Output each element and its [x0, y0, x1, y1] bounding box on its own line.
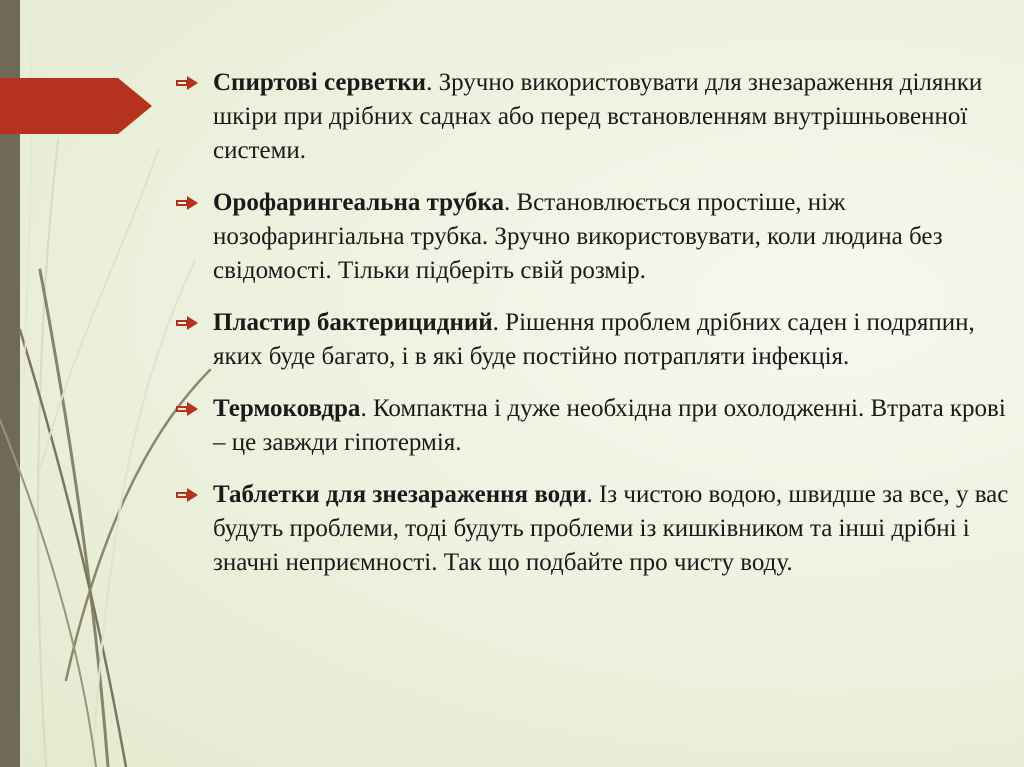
arrow-bullet-icon — [176, 488, 198, 502]
list-item — [176, 392, 1016, 460]
item-term: Пластир бактерицидний — [213, 309, 493, 336]
item-term: Термоковдра — [213, 395, 361, 422]
list-item — [176, 186, 1016, 288]
list-item — [176, 66, 1016, 168]
arrow-bullet-icon — [176, 76, 198, 90]
item-term: Таблетки для знезараження води — [213, 481, 587, 508]
item-term: Спиртові серветки — [213, 69, 427, 96]
list-item-text — [213, 66, 1016, 168]
item-description: . Встановлюється простіше, ніж нозофарингіальна трубка. Зручно використовувати, коли людина без свідомості. Тільки підберіть свій розмір. — [213, 189, 943, 284]
list-item-text — [213, 478, 1016, 580]
arrow-bullet-icon — [176, 402, 198, 416]
title-accent-shape — [0, 78, 152, 134]
item-description: . Рішення проблем дрібних саден і подряпин, яких буде багато, і в які буде постійно потрапляти інфекція. — [213, 309, 975, 370]
list-item — [176, 478, 1016, 580]
list-item-text — [213, 392, 1016, 460]
list-item-text — [213, 306, 1016, 374]
list-item — [176, 306, 1016, 374]
item-description: . Компактна і дуже необхідна при охолодженні. Втрата крові – це завжди гіпотермія. — [213, 395, 1006, 456]
item-description: . Із чистою водою, швидше за все, у вас будуть проблеми, тоді будуть проблеми із кишківником та інші дрібні і значні неприємності. Так що подбайте про чисту воду. — [213, 481, 1009, 576]
arrow-bullet-icon — [176, 196, 198, 210]
item-term: Орофарингеальна трубка — [213, 189, 504, 216]
item-description: . Зручно використовувати для знезараження ділянки шкіри при дрібних саднах або перед встановленням внутрішньовенної системи. — [213, 69, 983, 164]
arrow-bullet-icon — [176, 316, 198, 330]
list-item-text — [213, 186, 1016, 288]
bullet-list — [176, 66, 1016, 598]
